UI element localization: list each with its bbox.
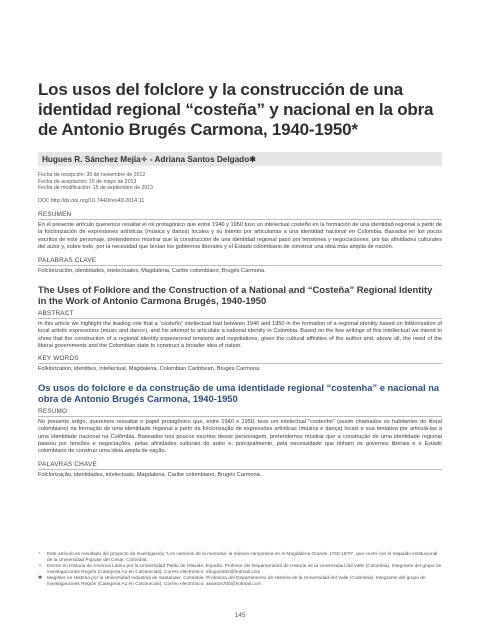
footnote-text: Magíster en Historia por la Universidad Industrial de Santander, Colombia. Profesora del Departamento de Historia de la Universidad del Valle (Colombia). Integrante del grupo de investigaciones Región (Categoría A1 en Colciencias). Correo electrónico: asantos700@hotmail.com bbox=[47, 576, 426, 588]
footnote bbox=[38, 576, 442, 588]
footnote-text: Doctor en Historia de América Latina por la Universidad Pablo de Olavide, España. Profesor del Departamento de Historia de la Universidad del Valle (Colombia). Integrante del grupo de investigaciones Región (Categoría A1 en Colciencias). Correo electrónico: ahugues82@hotmail.com bbox=[47, 564, 442, 576]
keywords-en: Folklorization, identities, intellectual, Magdalena, Colombian Caribbean, Brugés Carmona. bbox=[38, 366, 261, 373]
doi-link[interactable]: DOI: http://dx.doi.org/10.7440/res49.2014.11 bbox=[38, 197, 145, 204]
authors-bar: Hugues R. Sánchez Mejía✧ - Adriana Santos Delgado✱ bbox=[38, 152, 442, 166]
divider bbox=[38, 416, 442, 417]
abstract-en: In this article we highlight the leading role that a “costeño” intellectual had between 1940 and 1950 in the formation of a regional identity based on folklorization of local artistic expressions (music and dance), and his attempt to articulate a national identity in Colombia. Based on the few writings of this intellectual we intend to show that the construction of a regional identity experienced tensions and negotiations, given the cultural affinities of the author and, above all, the need of the liberal governments and the Colombian state to construct a broader idea of nation. bbox=[38, 320, 442, 350]
dates-block bbox=[38, 172, 442, 192]
title-pt: Os usos do folclore e da construção de uma identidade regional “costenha” e nacional na obra de Antonio Brugés Carmona, 1940-1950 bbox=[38, 381, 440, 405]
divider bbox=[38, 219, 442, 220]
abstract-heading-pt: RESUMO bbox=[38, 407, 68, 415]
divider bbox=[38, 318, 442, 319]
footnote bbox=[38, 564, 442, 576]
date-received: Fecha de recepción: 30 de noviembre de 2012 bbox=[38, 172, 146, 178]
keywords-heading-es: PALABRAS CLAVE bbox=[38, 257, 97, 265]
footnotes bbox=[38, 552, 442, 589]
keywords-heading-pt: PALAVRAS CHAVE bbox=[38, 460, 97, 468]
footnote bbox=[38, 552, 442, 564]
article-page bbox=[38, 80, 442, 479]
abstract-heading-en: ABSTRACT bbox=[38, 309, 74, 317]
page-number: 145 bbox=[234, 612, 246, 619]
date-modified: Fecha de modificación: 15 de septiembre de 2013 bbox=[38, 185, 154, 192]
footnote-mark: ✧ bbox=[38, 564, 43, 570]
footnote-mark: * bbox=[38, 552, 40, 557]
date-accepted: Fecha de aceptación: 15 de mayo de 2013 bbox=[38, 178, 137, 185]
divider bbox=[38, 363, 442, 364]
abstract-pt: No presente artigo, queremos ressaltar o papel protagônico que, entre 1940 e 1950, teve um intelectual “costenho” (assim chamados os habitantes do litoral colombiano) na formação de uma identidade regional a partir da folclorização de expressões artísticas (música e dança) locais e sua tentativa por articulá-las a uma identidade nacional na Colômbia. Baseados nos poucos escritos desse personagem, pretendemos mostrar que a construção de uma identidade regional passou por tensões e negociações, pelas afinidades culturais do autor e, principalmente, pela necessidade que tinham os governos liberais e o Estado colombiano de construir uma ideia ampla de nação. bbox=[38, 418, 442, 455]
title-en: The Uses of Folklore and the Construction of a National and “Costeña” Regional Identity in the Work of Antonio Carmona Brugés, 1940-1950 bbox=[38, 283, 433, 307]
footnote-text: Este artículo es resultado del proyecto de investigación “Los caminos de la memoria: la música campesina en el Magdalena Grande 1750-1970”, que contó con el respaldo institucional de la Universidad Popular del Cesar, Colombia. bbox=[47, 552, 438, 564]
abstract-heading-es: RESUMEN bbox=[38, 210, 72, 218]
keywords-pt: Folclorização, identidades, intelectuais, Magdalena, Caribe colombiano, Brugés Carmona. bbox=[38, 471, 262, 478]
keywords-es: Folclorización, identidades, intelectuales, Magdalena, Caribe colombiano, Brugés Carmona. bbox=[38, 268, 266, 275]
divider bbox=[38, 265, 442, 266]
article-title: Los usos del folclore y la construcción de una identidad regional “costeña” y nacional en la obra de Antonio Brugés Carmona, 1940-1950* bbox=[38, 80, 434, 139]
footnote-mark: ✱ bbox=[38, 576, 43, 582]
divider bbox=[38, 469, 442, 470]
keywords-heading-en: KEY WORDS bbox=[38, 355, 79, 363]
abstract-es: En el presente artículo queremos resaltar el rol protagónico que entre 1940 y 1950 tuvo un intelectual costeño en la formación de una identidad regional a partir de la folclorización de expresiones artísticas (música y danza) locales y su intento por articularlas a una identidad nacional en Colombia. Basados en los pocos escritos de este personaje, pretendemos mostrar que la construcción de una identidad regional pasó por tensiones y negociaciones, por las afinidades culturales del autor y, sobre todo, por la necesidad que tenían los gobiernos liberales y el Estado colombiano de construir una idea más amplia de nación. bbox=[38, 221, 442, 250]
